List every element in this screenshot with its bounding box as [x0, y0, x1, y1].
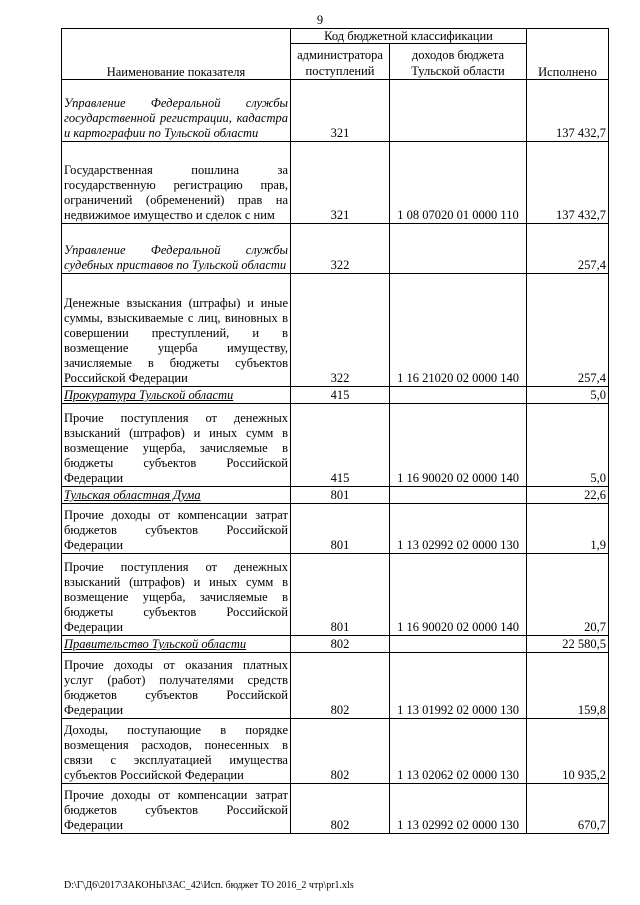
row-executed-amount: 257,4: [527, 224, 609, 274]
row-administrator-code: 801: [291, 554, 390, 636]
header-budget-code: Код бюджетной классификации: [291, 29, 527, 44]
table-row: [62, 653, 609, 719]
row-executed-amount: 10 935,2: [527, 719, 609, 784]
row-name: Управление Федеральной службы судебных приставов по Тульской области: [62, 224, 291, 274]
header-name: Наименование показателя: [62, 29, 291, 80]
row-executed-amount: 137 432,7: [527, 142, 609, 224]
file-path-footer: D:\Г\Д6\2017\ЗАКОНЫ\ЗАС_42\Исп. бюджет ТО 2016_2 чтр\pr1.xls: [64, 880, 354, 891]
row-revenue-code: [390, 387, 527, 404]
row-executed-amount: 137 432,7: [527, 80, 609, 142]
table-row: [62, 224, 609, 274]
row-revenue-code: [390, 80, 527, 142]
table-row: [62, 784, 609, 834]
table-row: [62, 80, 609, 142]
row-administrator-code: 322: [291, 224, 390, 274]
row-executed-amount: 257,4: [527, 274, 609, 387]
row-administrator-code: 802: [291, 653, 390, 719]
row-revenue-code: [390, 224, 527, 274]
row-name: Государственная пошлина за государственную регистрацию прав, ограничений (обременений) прав на недвижимое имущество и сделок с ним: [62, 142, 291, 224]
row-name: Прочие поступления от денежных взысканий (штрафов) и иных сумм в возмещение ущерба, зачисляемые в бюджеты субъектов Российской Федерации: [62, 404, 291, 487]
header-administrator: администратора поступлений: [291, 44, 390, 80]
table-row: [62, 487, 609, 504]
row-name: Прочие поступления от денежных взысканий (штрафов) и иных сумм в возмещение ущерба, зачисляемые в бюджеты субъектов Российской Федерации: [62, 554, 291, 636]
row-administrator-code: 801: [291, 504, 390, 554]
row-name: Денежные взыскания (штрафы) и иные суммы, взыскиваемые с лиц, виновных в совершении преступлений, и в возмещение ущерба имуществу, зачисляемые в бюджеты субъектов Российской Федерации: [62, 274, 291, 387]
row-executed-amount: 22 580,5: [527, 636, 609, 653]
row-administrator-code: 415: [291, 404, 390, 487]
row-administrator-code: 322: [291, 274, 390, 387]
row-revenue-code: 1 13 01992 02 0000 130: [390, 653, 527, 719]
row-name: Прочие доходы от компенсации затрат бюджетов субъектов Российской Федерации: [62, 504, 291, 554]
row-name: Прочие доходы от компенсации затрат бюджетов субъектов Российской Федерации: [62, 784, 291, 834]
row-revenue-code: 1 13 02992 02 0000 130: [390, 504, 527, 554]
row-name: Управление Федеральной службы государственной регистрации, кадастра и картографии по Тульской области: [62, 80, 291, 142]
table-row: [62, 142, 609, 224]
row-administrator-code: 415: [291, 387, 390, 404]
row-name: Правительство Тульской области: [62, 636, 291, 653]
row-executed-amount: 1,9: [527, 504, 609, 554]
table-row: [62, 554, 609, 636]
budget-table: [61, 28, 609, 834]
row-revenue-code: 1 08 07020 01 0000 110: [390, 142, 527, 224]
row-administrator-code: 321: [291, 80, 390, 142]
row-executed-amount: 22,6: [527, 487, 609, 504]
row-name: Тульская областная Дума: [62, 487, 291, 504]
header-budget-revenue: доходов бюджета Тульской области: [390, 44, 527, 80]
row-name: Доходы, поступающие в порядке возмещения расходов, понесенных в связи с эксплуатацией имущества субъектов Российской Федерации: [62, 719, 291, 784]
row-administrator-code: 802: [291, 636, 390, 653]
row-administrator-code: 802: [291, 719, 390, 784]
row-executed-amount: 670,7: [527, 784, 609, 834]
row-name: Прокуратура Тульской области: [62, 387, 291, 404]
table-row: [62, 504, 609, 554]
row-revenue-code: 1 16 21020 02 0000 140: [390, 274, 527, 387]
header-executed: Исполнено: [527, 29, 609, 80]
table-row: [62, 274, 609, 387]
row-executed-amount: 5,0: [527, 404, 609, 487]
row-revenue-code: 1 16 90020 02 0000 140: [390, 554, 527, 636]
table-body: [62, 80, 609, 834]
row-revenue-code: 1 13 02062 02 0000 130: [390, 719, 527, 784]
page-number: 9: [316, 13, 324, 27]
row-executed-amount: 20,7: [527, 554, 609, 636]
row-administrator-code: 801: [291, 487, 390, 504]
table-row: [62, 387, 609, 404]
table-row: [62, 719, 609, 784]
table-header: [62, 29, 609, 80]
row-executed-amount: 159,8: [527, 653, 609, 719]
row-name: Прочие доходы от оказания платных услуг (работ) получателями средств бюджетов субъектов Российской Федерации: [62, 653, 291, 719]
row-revenue-code: 1 16 90020 02 0000 140: [390, 404, 527, 487]
row-revenue-code: 1 13 02992 02 0000 130: [390, 784, 527, 834]
table-row: [62, 404, 609, 487]
table-row: [62, 636, 609, 653]
row-revenue-code: [390, 487, 527, 504]
row-revenue-code: [390, 636, 527, 653]
row-administrator-code: 321: [291, 142, 390, 224]
row-executed-amount: 5,0: [527, 387, 609, 404]
row-administrator-code: 802: [291, 784, 390, 834]
